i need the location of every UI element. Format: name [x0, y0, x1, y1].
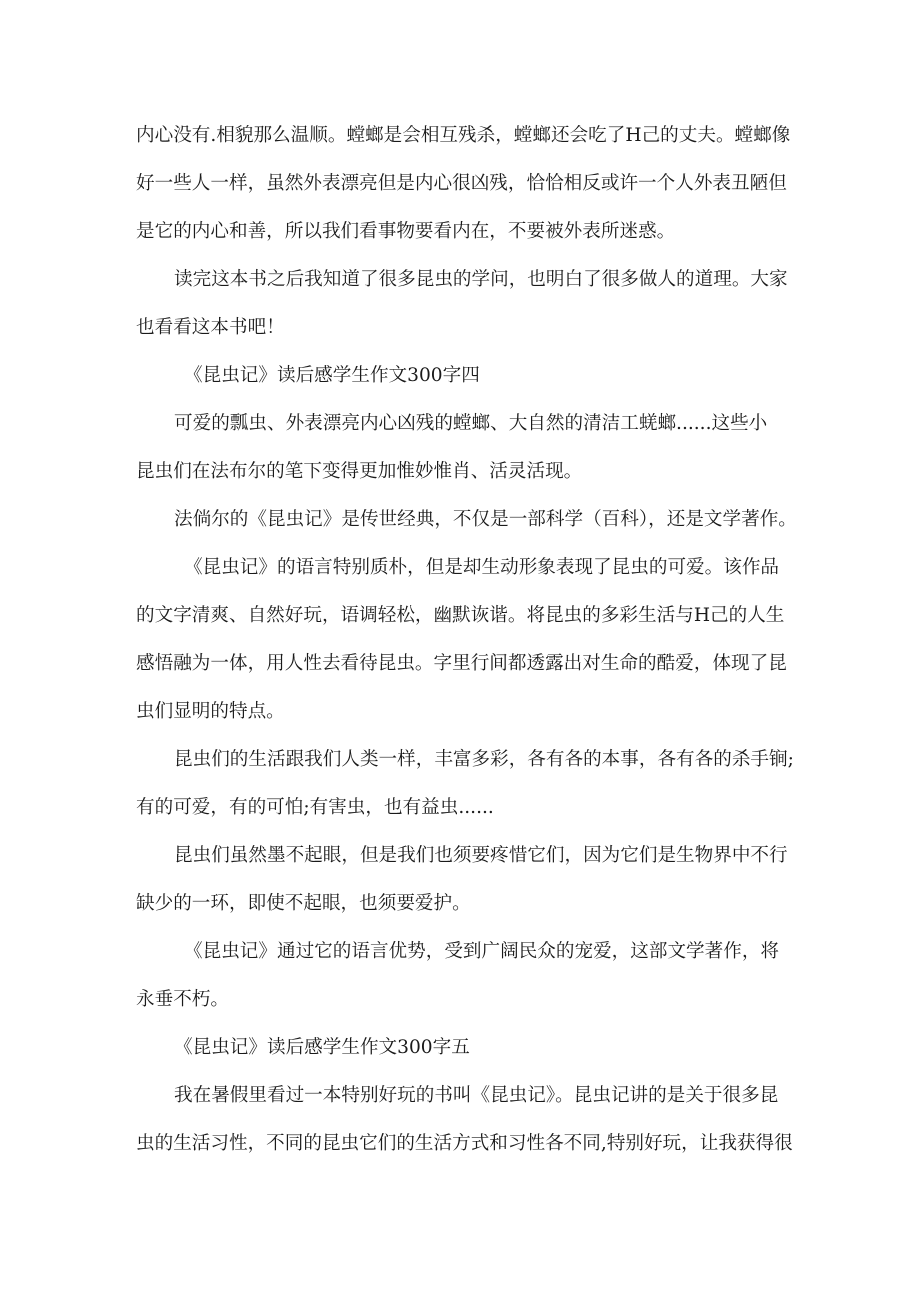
text-line: 虫们显明的特点。 [136, 701, 285, 722]
document-body [136, 112, 797, 1168]
text-line: 感悟融为一体，用人性去看待昆虫。字里行间都透露出对生命的酷爱，体现了昆 [136, 653, 787, 674]
text-line: 的文字清爽、自然好玩，语调轻松，幽默诙谐。将昆虫的多彩生活与H己的人生 [136, 605, 785, 626]
section-heading: 《昆虫记》读后感学生作文300字五 [174, 1037, 470, 1058]
text-line: 内心没有.相貌那么温顺。螳螂是会相互残杀，螳螂还会吃了H己的丈夫。螳螂像 [136, 125, 791, 146]
section-heading: 《昆虫记》读后感学生作文300字四 [184, 365, 480, 386]
text-line: 好一些人一样，虽然外表漂亮但是内心很凶残，恰恰相反或许一个人外表丑陋但 [136, 173, 787, 194]
text-line: 缺少的一环，即使不起眼，也须要爱护。 [136, 893, 471, 914]
text-line: 是它的内心和善，所以我们看事物要看内在，不要被外表所迷惑。 [136, 221, 676, 242]
text-line: 永垂不朽。 [136, 989, 229, 1010]
text-line: 可爱的瓢虫、外表漂亮内心凶残的螳螂、大自然的清洁工蜣螂......这些小 [174, 413, 768, 434]
text-line: 昆虫们的生活跟我们人类一样，丰富多彩，各有各的本事，各有各的杀手锏; [174, 749, 794, 770]
text-line: 有的可爱，有的可怕;有害虫，也有益虫...... [136, 797, 494, 818]
text-line: 虫的生活习性，不同的昆虫它们的生活方式和习性各不同,特别好玩，让我获得很 [136, 1133, 793, 1154]
text-line: 我在暑假里看过一本特别好玩的书叫《昆虫记》。昆虫记讲的是关于很多昆 [174, 1085, 779, 1106]
text-line: 昆虫们在法布尔的笔下变得更加惟妙惟肖、活灵活现。 [136, 461, 583, 482]
text-line: 昆虫们虽然墨不起眼，但是我们也须要疼惜它们，因为它们是生物界中不行 [174, 845, 788, 866]
text-line: 也看看这本书吧！ [136, 317, 285, 338]
text-line: 法倘尔的《昆虫记》是传世经典，不仅是一部科学（百科），还是文学著作。 [174, 509, 797, 530]
text-line: 读完这本书之后我知道了很多昆虫的学问，也明白了很多做人的道理。大家 [174, 269, 788, 290]
text-line: 《昆虫记》的语言特别质朴，但是却生动形象表现了昆虫的可爱。该作品 [184, 557, 780, 578]
text-line: 《昆虫记》通过它的语言优势，受到广阔民众的宠爱，这部文学著作，将 [184, 941, 780, 962]
